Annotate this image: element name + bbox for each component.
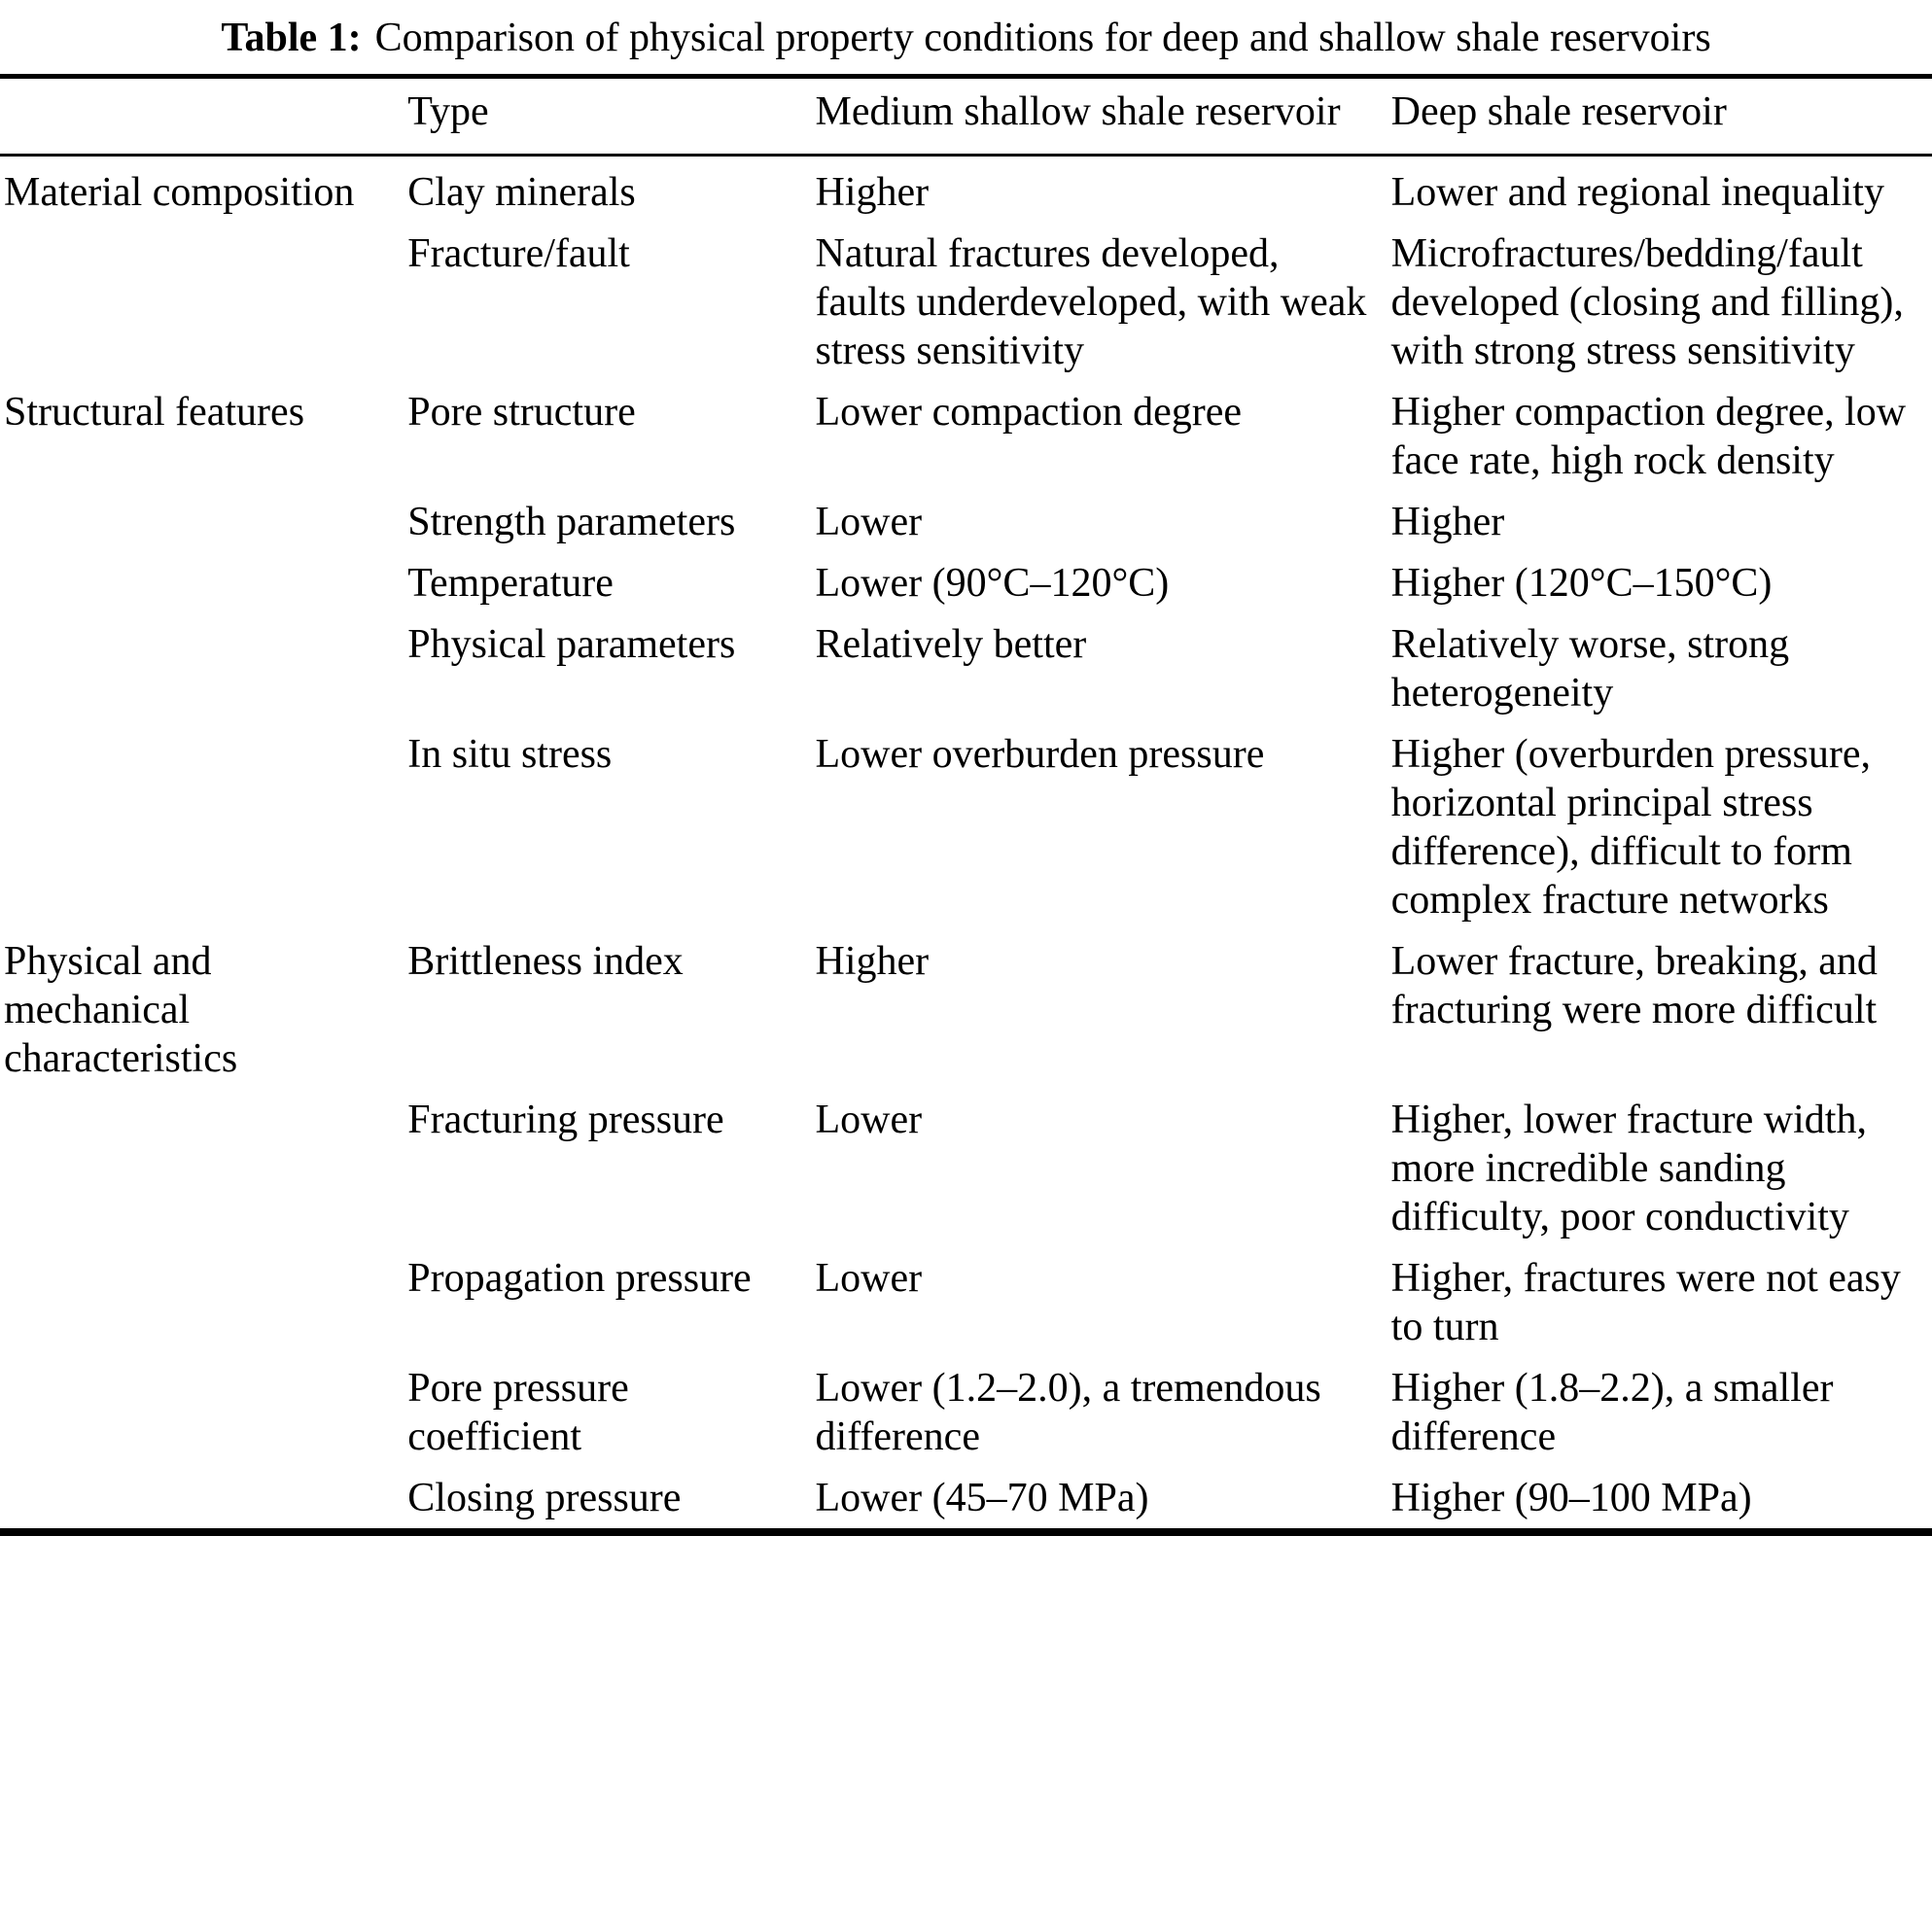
group-cell [0,229,404,388]
deep-value-cell: Higher compaction degree, low face rate, high rock density [1390,390,1907,483]
property-cell: Pore structure [407,390,636,435]
deep-value-cell: Lower fracture, breaking, and fracturing were more difficult [1390,939,1878,1032]
property-cell: Closing pressure [407,1476,682,1520]
deep-value-cell: Higher (1.8–2.2), a smaller difference [1390,1366,1834,1459]
table-row [0,937,1932,1096]
table-caption-text: Comparison of physical property conditions for deep and shallow shale reservoirs [374,16,1711,60]
deep-value-cell: Higher, fractures were not easy to turn [1390,1256,1901,1349]
property-cell: In situ stress [407,732,613,777]
deep-value-cell: Lower and regional inequality [1390,170,1884,215]
deep-value-cell: Microfractures/bedding/fault developed (closing and filling), with strong stress sensitivity [1390,231,1904,373]
header-deep-cell: Deep shale reservoir [1388,77,1932,156]
deep-value-cell: Higher [1390,500,1505,544]
group-cell: Structural features [4,390,305,435]
group-cell [0,1474,404,1532]
table-row [0,1474,1932,1532]
property-cell: Clay minerals [407,170,636,215]
group-cell [0,1254,404,1364]
property-cell: Brittleness index [407,939,684,984]
deep-value-cell: Higher (overburden pressure, horizontal principal stress difference), difficult to form complex fracture networks [1390,732,1871,923]
group-cell [0,1364,404,1474]
shallow-value-cell: Natural fractures developed, faults underdeveloped, with weak stress sensitivity [815,231,1367,373]
table-row [0,1364,1932,1474]
group-cell [0,559,404,620]
table-row [0,1096,1932,1254]
group-cell [0,620,404,730]
shallow-value-cell: Lower (45–70 MPa) [815,1476,1149,1520]
shallow-value-cell: Higher [815,939,930,984]
group-cell: Material composition [4,170,355,215]
property-cell: Strength parameters [407,500,736,544]
group-cell: Physical and mechanical characteristics [4,939,238,1081]
deep-value-cell: Relatively worse, strong heterogeneity [1390,622,1790,716]
table-row [0,559,1932,620]
shallow-value-cell: Higher [815,170,930,215]
property-cell: Physical parameters [407,622,736,667]
property-cell: Fracture/fault [407,231,630,276]
header-type-cell: Type [404,77,811,156]
table-row [0,730,1932,937]
shallow-value-cell: Lower [815,500,923,544]
table-caption [0,0,1932,62]
property-cell: Propagation pressure [407,1256,752,1301]
table-row [0,498,1932,559]
group-cell [0,730,404,937]
property-cell: Pore pressure coefficient [407,1366,629,1459]
table-caption-label: Table 1: [221,16,362,60]
header-group-cell [0,77,404,156]
group-cell [0,1096,404,1254]
table-body [0,156,1932,1533]
table-row [0,1254,1932,1364]
shallow-value-cell: Lower overburden pressure [815,732,1265,777]
shallow-value-cell: Lower compaction degree [815,390,1242,435]
table-row [0,388,1932,498]
header-shallow-cell: Medium shallow shale reservoir [812,77,1388,156]
deep-value-cell: Higher (90–100 MPa) [1390,1476,1752,1520]
deep-value-cell: Higher, lower fracture width, more incredible sanding difficulty, poor conductivity [1390,1098,1867,1239]
table-row [0,620,1932,730]
header-row [0,77,1932,156]
deep-value-cell: Higher (120°C–150°C) [1390,561,1773,606]
property-cell: Fracturing pressure [407,1098,724,1142]
shallow-value-cell: Lower [815,1256,923,1301]
property-cell: Temperature [407,561,614,606]
table-row [0,229,1932,388]
table-header [0,77,1932,156]
shallow-value-cell: Lower [815,1098,923,1142]
comparison-table [0,74,1932,1536]
shallow-value-cell: Lower (1.2–2.0), a tremendous difference [815,1366,1321,1459]
shallow-value-cell: Relatively better [815,622,1087,667]
group-cell [0,498,404,559]
shallow-value-cell: Lower (90°C–120°C) [815,561,1170,606]
table-row [0,156,1932,230]
